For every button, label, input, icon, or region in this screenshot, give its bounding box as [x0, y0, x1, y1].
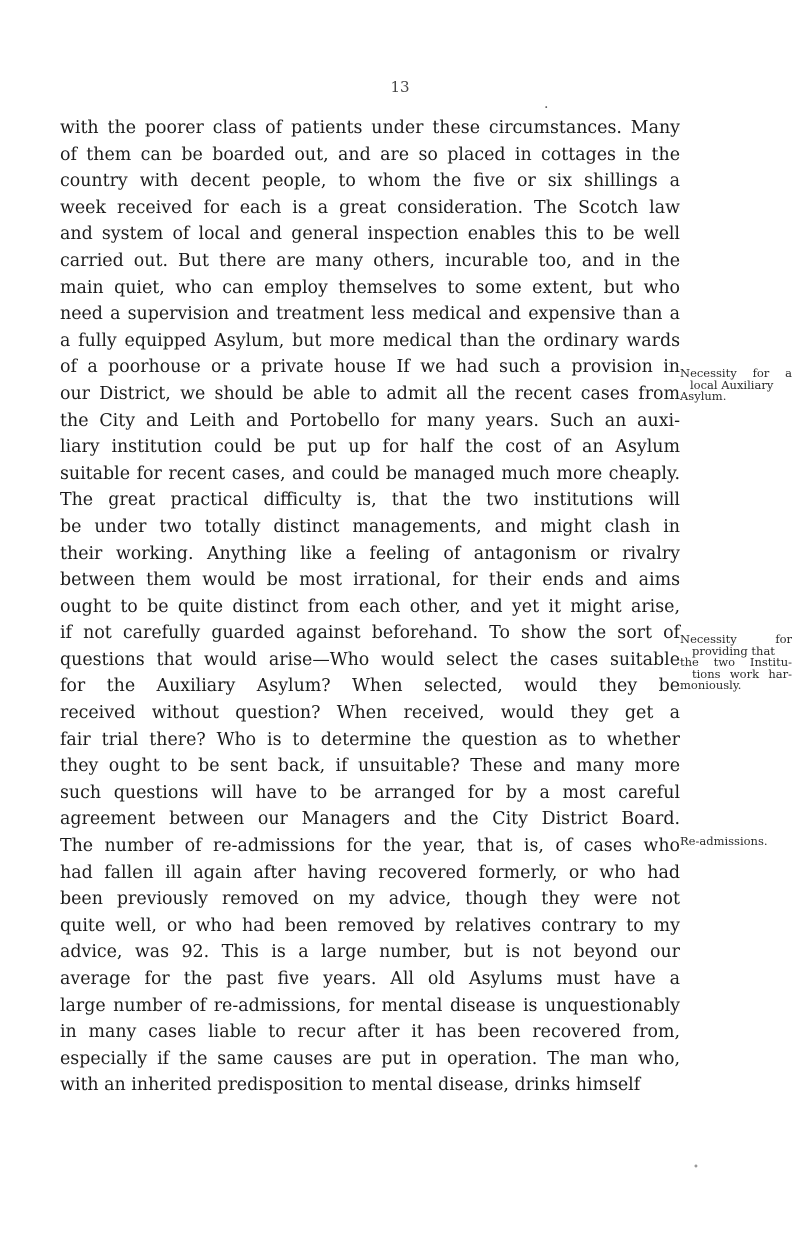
text-line: their working. Anything like a feeling of antagonism or rivalry	[60, 543, 680, 564]
side-note-line: local Auxiliary	[690, 377, 774, 392]
text-line: liary institution could be put up for half the cost of an Asylum	[60, 437, 680, 458]
text-line: country with decent people, to whom the five or six shillings a	[60, 171, 680, 192]
body-text	[60, 115, 680, 1099]
text-line: of them can be boarded out, and are so placed in cottages in the	[60, 144, 680, 165]
text-line: carried out. But there are many others, incurable too, and in the	[60, 250, 680, 271]
text-line: average for the past five years. All old Asylums must have a	[60, 969, 680, 989]
text-line: such questions will have to be arranged for by a most careful	[60, 782, 680, 803]
side-note-line: Necessity for a	[680, 366, 792, 380]
text-line: week received for each is a great consideration. The Scotch law	[60, 197, 680, 218]
side-note-line: Re-admissions.	[680, 834, 768, 848]
text-line: need a supervision and treatment less medical and expensive than a	[60, 304, 680, 325]
side-note-line: tions work har-	[692, 666, 792, 681]
text-line: The number of re-admissions for the year, that is, of cases who	[60, 836, 680, 857]
text-line: they ought to be sent back, if unsuitable? These and many more	[60, 756, 680, 777]
text-line: received without question? When received, would they get a	[60, 703, 680, 724]
text-line: between them would be most irrational, for their ends and aims	[60, 570, 680, 591]
side-note-line: the two Institu-	[680, 655, 792, 670]
side-note-line: Asylum.	[680, 389, 727, 404]
text-line: especially if the same causes are put in operation. The man who,	[60, 1048, 680, 1069]
text-line: the City and Leith and Portobello for many years. Such an auxi-	[60, 410, 680, 431]
text-line: a fully equipped Asylum, but more medical than the ordinary wards	[60, 330, 680, 351]
text-line: questions that would arise—Who would select the cases suitable	[60, 649, 680, 670]
text-line: with an inherited predisposition to mental disease, drinks himself	[60, 1075, 641, 1096]
text-line: large number of re-admissions, for mental disease is unquestionably	[60, 995, 680, 1016]
side-note-harmonious-working	[680, 634, 792, 692]
text-line: for the Auxiliary Asylum? When selected, would they be	[60, 676, 680, 697]
text-line: The great practical difficulty is, that the two institutions will	[60, 490, 680, 511]
text-line: quite well, or who had been removed by relatives contrary to my	[60, 915, 680, 936]
text-line: agreement between our Managers and the City District Board.	[60, 809, 680, 830]
text-line: been previously removed on my advice, though they were not	[60, 889, 680, 910]
text-line: be under two totally distinct managements, and might clash in	[60, 516, 680, 537]
text-line: our District, we should be able to admit all the recent cases from	[60, 383, 680, 404]
text-line: ought to be quite distinct from each other, and yet it might arise,	[60, 596, 680, 617]
text-line: and system of local and general inspection enables this to be well	[60, 224, 680, 245]
text-line: if not carefully guarded against beforehand. To show the sort of	[60, 623, 680, 644]
side-note-auxiliary-asylum	[680, 368, 792, 403]
text-line: with the poorer class of patients under these circumstances. Many	[60, 118, 680, 138]
side-note-readmissions	[680, 836, 792, 848]
text-line: main quiet, who can employ themselves to some extent, but who	[60, 277, 680, 298]
text-line: in many cases liable to recur after it has been recovered from,	[60, 1022, 680, 1043]
text-line: fair trial there? Who is to determine the question as to whether	[60, 729, 680, 750]
page-number: 13	[390, 78, 410, 96]
stray-mark-bottom: •	[693, 1162, 699, 1173]
side-note-line: moniously.	[680, 678, 742, 693]
side-note-line: providing that	[692, 643, 775, 658]
text-line: had fallen ill again after having recovered formerly, or who had	[60, 862, 680, 883]
text-line: of a poorhouse or a private house If we had such a provision in	[60, 357, 680, 378]
text-line: advice, was 92. This is a large number, but is not beyond our	[60, 942, 680, 963]
side-note-line: Necessity for	[680, 632, 792, 646]
text-line: suitable for recent cases, and could be managed much more cheaply.	[60, 463, 680, 484]
stray-mark: .	[544, 96, 549, 112]
